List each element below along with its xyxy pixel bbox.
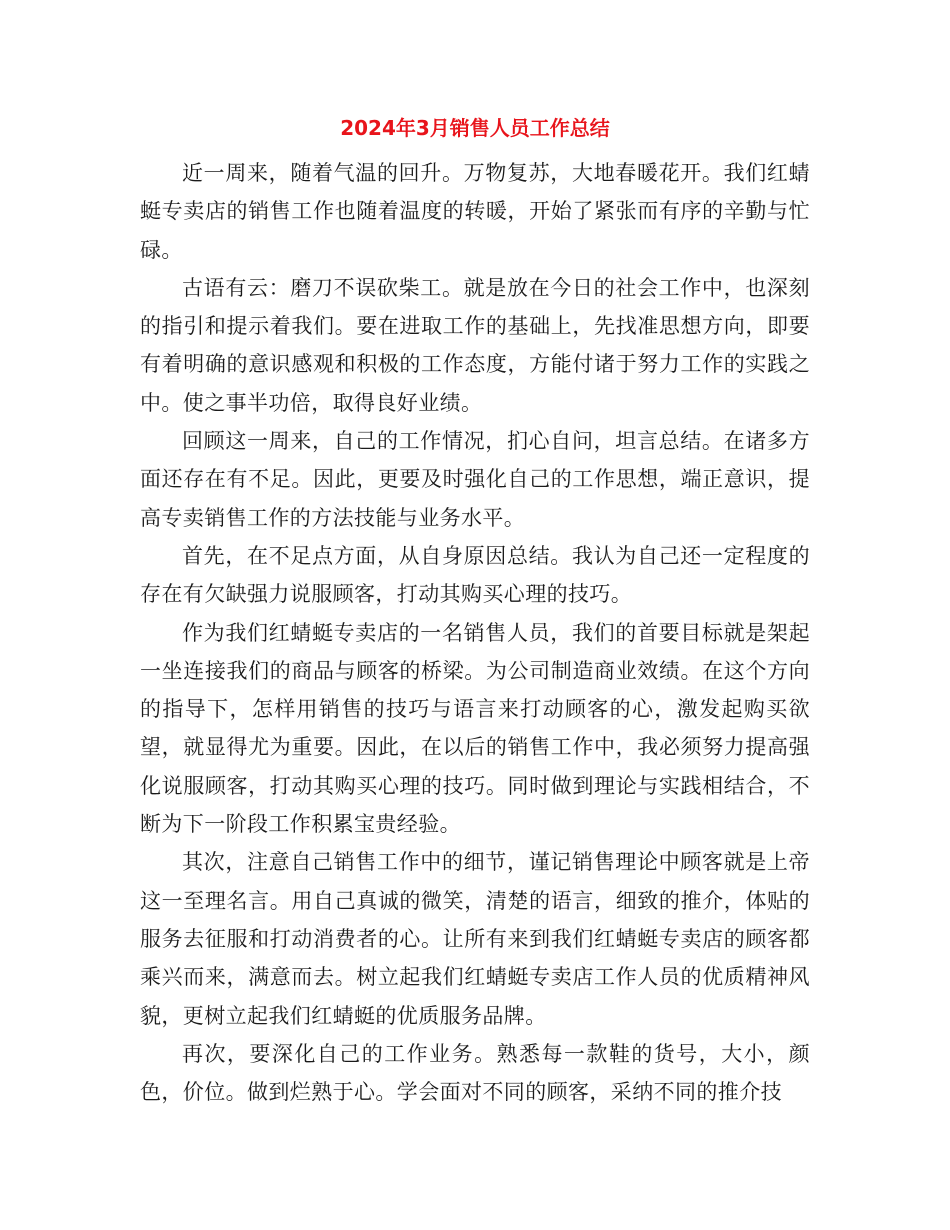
document-title: 2024年3月销售人员工作总结 — [340, 116, 610, 140]
document-body — [140, 154, 810, 1111]
paragraph-4: 首先，在不足点方面，从自身原因总结。我认为自己还一定程度的存在有欠缺强力说服顾客，打动其购买心理的技巧。 — [140, 543, 810, 607]
paragraph-3: 回顾这一周来，自己的工作情况，扪心自问，坦言总结。在诸多方面还存在有不足。因此，更要及时强化自己的工作思想，端正意识，提高专卖销售工作的方法技能与业务水平。 — [140, 429, 810, 530]
paragraph-6: 其次，注意自己销售工作中的细节，谨记销售理论中顾客就是上帝这一至理名言。用自己真诚的微笑，清楚的语言，细致的推介，体贴的服务去征服和打动消费者的心。让所有来到我们红蜻蜓专卖店的顾客都乘兴而来，满意而去。树立起我们红蜻蜓专卖店工作人员的优质精神风貌，更树立起我们红蜻蜓的优质服务品牌。 — [140, 850, 810, 1028]
paragraph-5: 作为我们红蜻蜓专卖店的一名销售人员，我们的首要目标就是架起一坐连接我们的商品与顾客的桥梁。为公司制造商业效绩。在这个方向的指导下，怎样用销售的技巧与语言来打动顾客的心，激发起购买欲望，就显得尤为重要。因此，在以后的销售工作中，我必须努力提高强化说服顾客，打动其购买心理的技巧。同时做到理论与实践相结合，不断为下一阶段工作积累宝贵经验。 — [140, 620, 810, 837]
paragraph-7: 再次，要深化自己的工作业务。熟悉每一款鞋的货号，大小，颜色，价位。做到烂熟于心。学会面对不同的顾客，采纳不同的推介技 — [140, 1041, 810, 1105]
paragraph-2: 古语有云：磨刀不误砍柴工。就是放在今日的社会工作中，也深刻的指引和提示着我们。要在进取工作的基础上，先找准思想方向，即要有着明确的意识感观和积极的工作态度，方能付诸于努力工作的实践之中。使之事半功倍，取得良好业绩。 — [140, 275, 810, 415]
paragraph-1: 近一周来，随着气温的回升。万物复苏，大地春暖花开。我们红蜻蜓专卖店的销售工作也随着温度的转暖，开始了紧张而有序的辛勤与忙碌。 — [140, 161, 810, 262]
